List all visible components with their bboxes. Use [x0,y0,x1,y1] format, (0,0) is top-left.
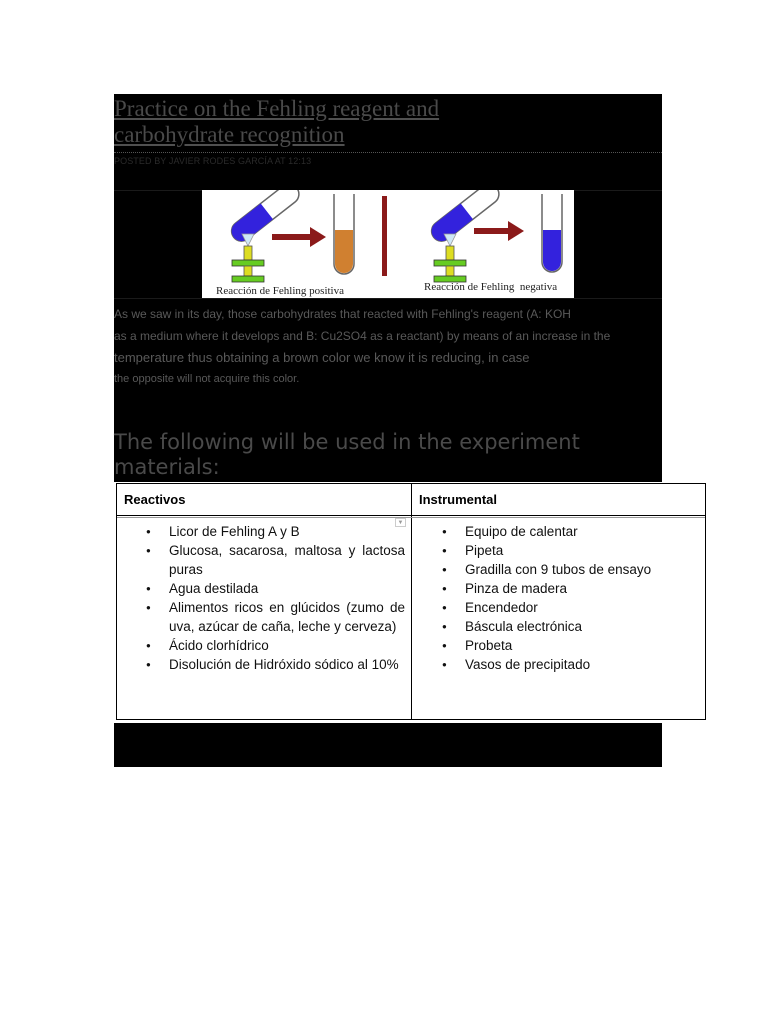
result-tube-brown [334,194,354,274]
arrow-right [474,221,524,241]
arrow-left [272,227,326,247]
list-item: ● Ácido clorhídrico [117,636,405,655]
header-reactivos: Reactivos [124,492,186,507]
paragraph-line: As we saw in its day, those carbohydrates that reacted with Fehling's reagent (A: KOH [114,307,571,321]
list-item: ● Gradilla con 9 tubos de ensayo [413,560,703,579]
dotted-divider [114,152,662,153]
list-item: ● Agua destilada [117,579,405,598]
paragraph-line: as a medium where it develops and B: Cu2SO4 as a reactant) by means of an increase in the [114,329,611,343]
footer-bar [114,723,662,767]
list-item: ● Alimentos ricos en glúcidos (zumo de uva, azúcar de caña, leche y cerveza) [117,598,405,636]
list-item: ● Encendedor [413,598,703,617]
list-item: ● Probeta [413,636,703,655]
list-item: ● Glucosa, sacarosa, maltosa y lactosa puras [117,541,405,579]
paragraph-line: the opposite will not acquire this color. [114,373,300,385]
list-item: ● Vasos de precipitado [413,655,703,674]
paragraph-line: temperature thus obtaining a brown color we know it is reducing, in case [114,350,530,365]
caption-negative: Reacción de Fehling negativa [424,281,558,293]
blog-post [114,94,662,482]
dropdown-arrow-icon[interactable]: ▼ [395,518,406,527]
reactivos-list [117,522,405,674]
column-divider [411,484,412,719]
post-byline: POSTED BY JAVIER RODES GARCÍA AT 12:13 [114,156,312,166]
header-divider [117,515,705,516]
tilted-test-tube-right [428,190,503,245]
caption-positive: Reacción de Fehling positiva [216,285,344,297]
list-item: ● Licor de Fehling A y B [117,522,405,541]
fehling-diagram [202,190,574,298]
divider [114,298,662,299]
list-item: ● Pinza de madera [413,579,703,598]
fehling-reaction-figure [202,190,574,298]
list-item: ● Disolución de Hidróxido sódico al 10% [117,655,405,674]
post-title[interactable]: Practice on the Fehling reagent and carbohydrate recognition [114,96,440,147]
instrumental-list [413,522,703,674]
materials-heading: The following will be used in the experiment materials: [114,430,580,479]
separator-bar [382,196,387,276]
burner-left [232,234,264,282]
list-item: ● Equipo de calentar [413,522,703,541]
materials-table [116,483,706,720]
header-divider-inner [117,517,705,518]
list-item: ● Pipeta [413,541,703,560]
header-instrumental: Instrumental [419,492,498,507]
list-item: ● Báscula electrónica [413,617,703,636]
result-tube-blue [542,194,562,272]
